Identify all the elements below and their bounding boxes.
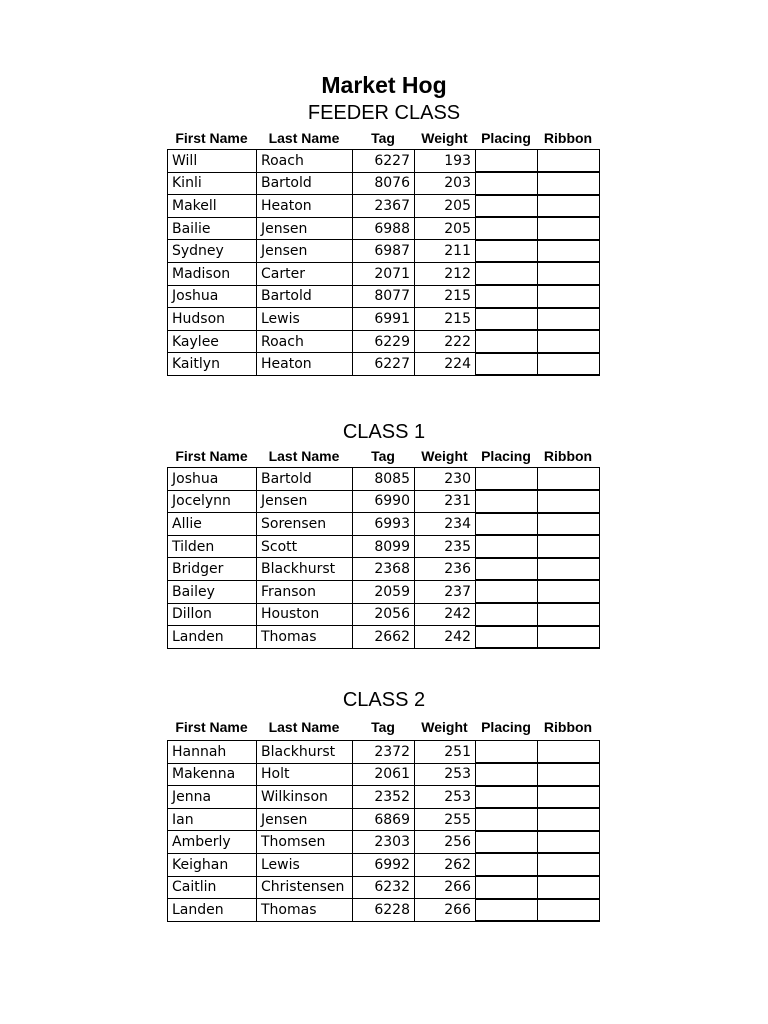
first-name-cell: Sydney [168,240,257,263]
last-name-cell: Jensen [257,808,353,831]
class-title: CLASS 1 [342,421,426,443]
first-name-cell: Makell [168,195,257,218]
last-name-cell: Heaton [257,353,353,376]
table-row [168,240,600,263]
ribbon-cell[interactable] [538,741,600,764]
last-name-cell: Sorensen [257,513,353,536]
placing-cell[interactable] [476,580,538,603]
weight-cell: 234 [415,513,476,536]
ribbon-cell[interactable] [538,353,600,376]
weight-cell: 255 [415,808,476,831]
placing-cell[interactable] [476,308,538,331]
tag-cell: 8077 [353,285,415,308]
weight-cell: 266 [415,899,476,922]
tag-cell: 6993 [353,513,415,536]
placing-cell[interactable] [476,876,538,899]
last-name-cell: Thomsen [257,831,353,854]
ribbon-cell[interactable] [538,808,600,831]
placing-cell[interactable] [476,330,538,353]
first-name-cell: Dillon [168,603,257,626]
ribbon-cell[interactable] [538,150,600,173]
table-row [168,786,600,809]
placing-cell[interactable] [476,535,538,558]
tag-cell: 8076 [353,172,415,195]
placing-cell[interactable] [476,786,538,809]
table-row [168,262,600,285]
tag-cell: 2071 [353,262,415,285]
weight-cell: 203 [415,172,476,195]
ribbon-cell[interactable] [538,468,600,491]
column-header-last: Last Name [268,719,340,735]
column-header-first: First Name [175,719,248,735]
table-row [168,763,600,786]
column-header-ribbon: Ribbon [543,130,593,146]
placing-cell[interactable] [476,558,538,581]
first-name-cell: Bailie [168,217,257,240]
table-row [168,808,600,831]
column-header-last: Last Name [268,130,340,146]
ribbon-cell[interactable] [538,580,600,603]
ribbon-cell[interactable] [538,262,600,285]
weight-cell: 231 [415,490,476,513]
tag-cell: 6869 [353,808,415,831]
weight-cell: 266 [415,876,476,899]
weight-cell: 237 [415,580,476,603]
column-header-placing: Placing [481,719,531,735]
tag-cell: 2056 [353,603,415,626]
column-header-weight: Weight [421,448,468,464]
tag-cell: 2368 [353,558,415,581]
column-header-weight: Weight [421,719,468,735]
first-name-cell: Will [168,150,257,173]
first-name-cell: Kaylee [168,330,257,353]
table-row [168,172,600,195]
first-name-cell: Joshua [168,468,257,491]
placing-cell[interactable] [476,626,538,649]
last-name-cell: Roach [257,330,353,353]
tag-cell: 8099 [353,535,415,558]
tag-cell: 8085 [353,468,415,491]
last-name-cell: Houston [257,603,353,626]
ribbon-cell[interactable] [538,786,600,809]
table-row [168,899,600,922]
weight-cell: 224 [415,353,476,376]
placing-cell[interactable] [476,150,538,173]
page-title: Market Hog [321,72,447,98]
tag-cell: 6991 [353,308,415,331]
last-name-cell: Bartold [257,172,353,195]
last-name-cell: Franson [257,580,353,603]
column-header-tag: Tag [371,130,395,146]
weight-cell: 222 [415,330,476,353]
first-name-cell: Hannah [168,741,257,764]
tag-cell: 2662 [353,626,415,649]
placing-cell[interactable] [476,603,538,626]
weight-cell: 253 [415,786,476,809]
tag-cell: 6232 [353,876,415,899]
placing-cell[interactable] [476,217,538,240]
tag-cell: 2352 [353,786,415,809]
weight-cell: 242 [415,626,476,649]
ribbon-cell[interactable] [538,763,600,786]
ribbon-cell[interactable] [538,535,600,558]
last-name-cell: Roach [257,150,353,173]
column-header-placing: Placing [481,448,531,464]
first-name-cell: Keighan [168,853,257,876]
last-name-cell: Scott [257,535,353,558]
table-row [168,558,600,581]
class-title: CLASS 2 [342,689,426,711]
tag-cell: 6987 [353,240,415,263]
tag-cell: 6992 [353,853,415,876]
table-row [168,490,600,513]
weight-cell: 211 [415,240,476,263]
table-row [168,195,600,218]
last-name-cell: Bartold [257,285,353,308]
entries-table [167,467,600,649]
table-row [168,217,600,240]
placing-cell[interactable] [476,262,538,285]
tag-cell: 2059 [353,580,415,603]
entries-table [167,149,600,376]
last-name-cell: Heaton [257,195,353,218]
ribbon-cell[interactable] [538,172,600,195]
table-row [168,353,600,376]
first-name-cell: Landen [168,626,257,649]
placing-cell[interactable] [476,831,538,854]
ribbon-cell[interactable] [538,558,600,581]
ribbon-cell[interactable] [538,330,600,353]
ribbon-cell[interactable] [538,603,600,626]
tag-cell: 6227 [353,150,415,173]
ribbon-cell[interactable] [538,308,600,331]
placing-cell[interactable] [476,353,538,376]
tag-cell: 6227 [353,353,415,376]
placing-cell[interactable] [476,853,538,876]
first-name-cell: Joshua [168,285,257,308]
table-row [168,535,600,558]
first-name-cell: Hudson [168,308,257,331]
tag-cell: 2303 [353,831,415,854]
ribbon-cell[interactable] [538,195,600,218]
last-name-cell: Carter [257,262,353,285]
table-row [168,831,600,854]
first-name-cell: Makenna [168,763,257,786]
table-row [168,150,600,173]
table-row [168,308,600,331]
placing-cell[interactable] [476,240,538,263]
first-name-cell: Amberly [168,831,257,854]
last-name-cell: Thomas [257,899,353,922]
first-name-cell: Allie [168,513,257,536]
placing-cell[interactable] [476,490,538,513]
tag-cell: 6988 [353,217,415,240]
last-name-cell: Christensen [257,876,353,899]
last-name-cell: Wilkinson [257,786,353,809]
weight-cell: 215 [415,285,476,308]
tag-cell: 6228 [353,899,415,922]
last-name-cell: Blackhurst [257,558,353,581]
weight-cell: 230 [415,468,476,491]
last-name-cell: Holt [257,763,353,786]
ribbon-cell[interactable] [538,899,600,922]
table-row [168,853,600,876]
ribbon-cell[interactable] [538,513,600,536]
ribbon-cell[interactable] [538,217,600,240]
first-name-cell: Caitlin [168,876,257,899]
tag-cell: 2367 [353,195,415,218]
placing-cell[interactable] [476,195,538,218]
table-row [168,285,600,308]
tag-cell: 2061 [353,763,415,786]
table-row [168,876,600,899]
placing-cell[interactable] [476,808,538,831]
placing-cell[interactable] [476,468,538,491]
weight-cell: 251 [415,741,476,764]
weight-cell: 242 [415,603,476,626]
placing-cell[interactable] [476,285,538,308]
tag-cell: 6229 [353,330,415,353]
tag-cell: 6990 [353,490,415,513]
first-name-cell: Kinli [168,172,257,195]
column-header-first: First Name [175,130,248,146]
placing-cell[interactable] [476,172,538,195]
first-name-cell: Jocelynn [168,490,257,513]
weight-cell: 215 [415,308,476,331]
placing-cell[interactable] [476,741,538,764]
first-name-cell: Bridger [168,558,257,581]
weight-cell: 235 [415,535,476,558]
weight-cell: 253 [415,763,476,786]
column-header-placing: Placing [481,130,531,146]
weight-cell: 193 [415,150,476,173]
column-header-ribbon: Ribbon [543,448,593,464]
last-name-cell: Lewis [257,308,353,331]
last-name-cell: Jensen [257,240,353,263]
table-row [168,513,600,536]
column-header-tag: Tag [371,719,395,735]
ribbon-cell[interactable] [538,240,600,263]
tag-cell: 2372 [353,741,415,764]
placing-cell[interactable] [476,899,538,922]
ribbon-cell[interactable] [538,626,600,649]
ribbon-cell[interactable] [538,853,600,876]
column-header-weight: Weight [421,130,468,146]
column-header-last: Last Name [268,448,340,464]
ribbon-cell[interactable] [538,490,600,513]
weight-cell: 256 [415,831,476,854]
placing-cell[interactable] [476,763,538,786]
column-header-first: First Name [175,448,248,464]
last-name-cell: Thomas [257,626,353,649]
weight-cell: 205 [415,195,476,218]
first-name-cell: Ian [168,808,257,831]
last-name-cell: Bartold [257,468,353,491]
first-name-cell: Jenna [168,786,257,809]
table-row [168,626,600,649]
first-name-cell: Tilden [168,535,257,558]
column-header-tag: Tag [371,448,395,464]
table-row [168,741,600,764]
weight-cell: 262 [415,853,476,876]
table-row [168,330,600,353]
placing-cell[interactable] [476,513,538,536]
last-name-cell: Blackhurst [257,741,353,764]
table-row [168,603,600,626]
last-name-cell: Jensen [257,217,353,240]
last-name-cell: Jensen [257,490,353,513]
first-name-cell: Madison [168,262,257,285]
table-row [168,580,600,603]
column-header-ribbon: Ribbon [543,719,593,735]
table-row [168,468,600,491]
ribbon-cell[interactable] [538,831,600,854]
first-name-cell: Landen [168,899,257,922]
entries-table [167,740,600,922]
weight-cell: 205 [415,217,476,240]
ribbon-cell[interactable] [538,285,600,308]
class-title: FEEDER CLASS [307,102,461,124]
weight-cell: 236 [415,558,476,581]
last-name-cell: Lewis [257,853,353,876]
first-name-cell: Bailey [168,580,257,603]
ribbon-cell[interactable] [538,876,600,899]
first-name-cell: Kaitlyn [168,353,257,376]
weight-cell: 212 [415,262,476,285]
